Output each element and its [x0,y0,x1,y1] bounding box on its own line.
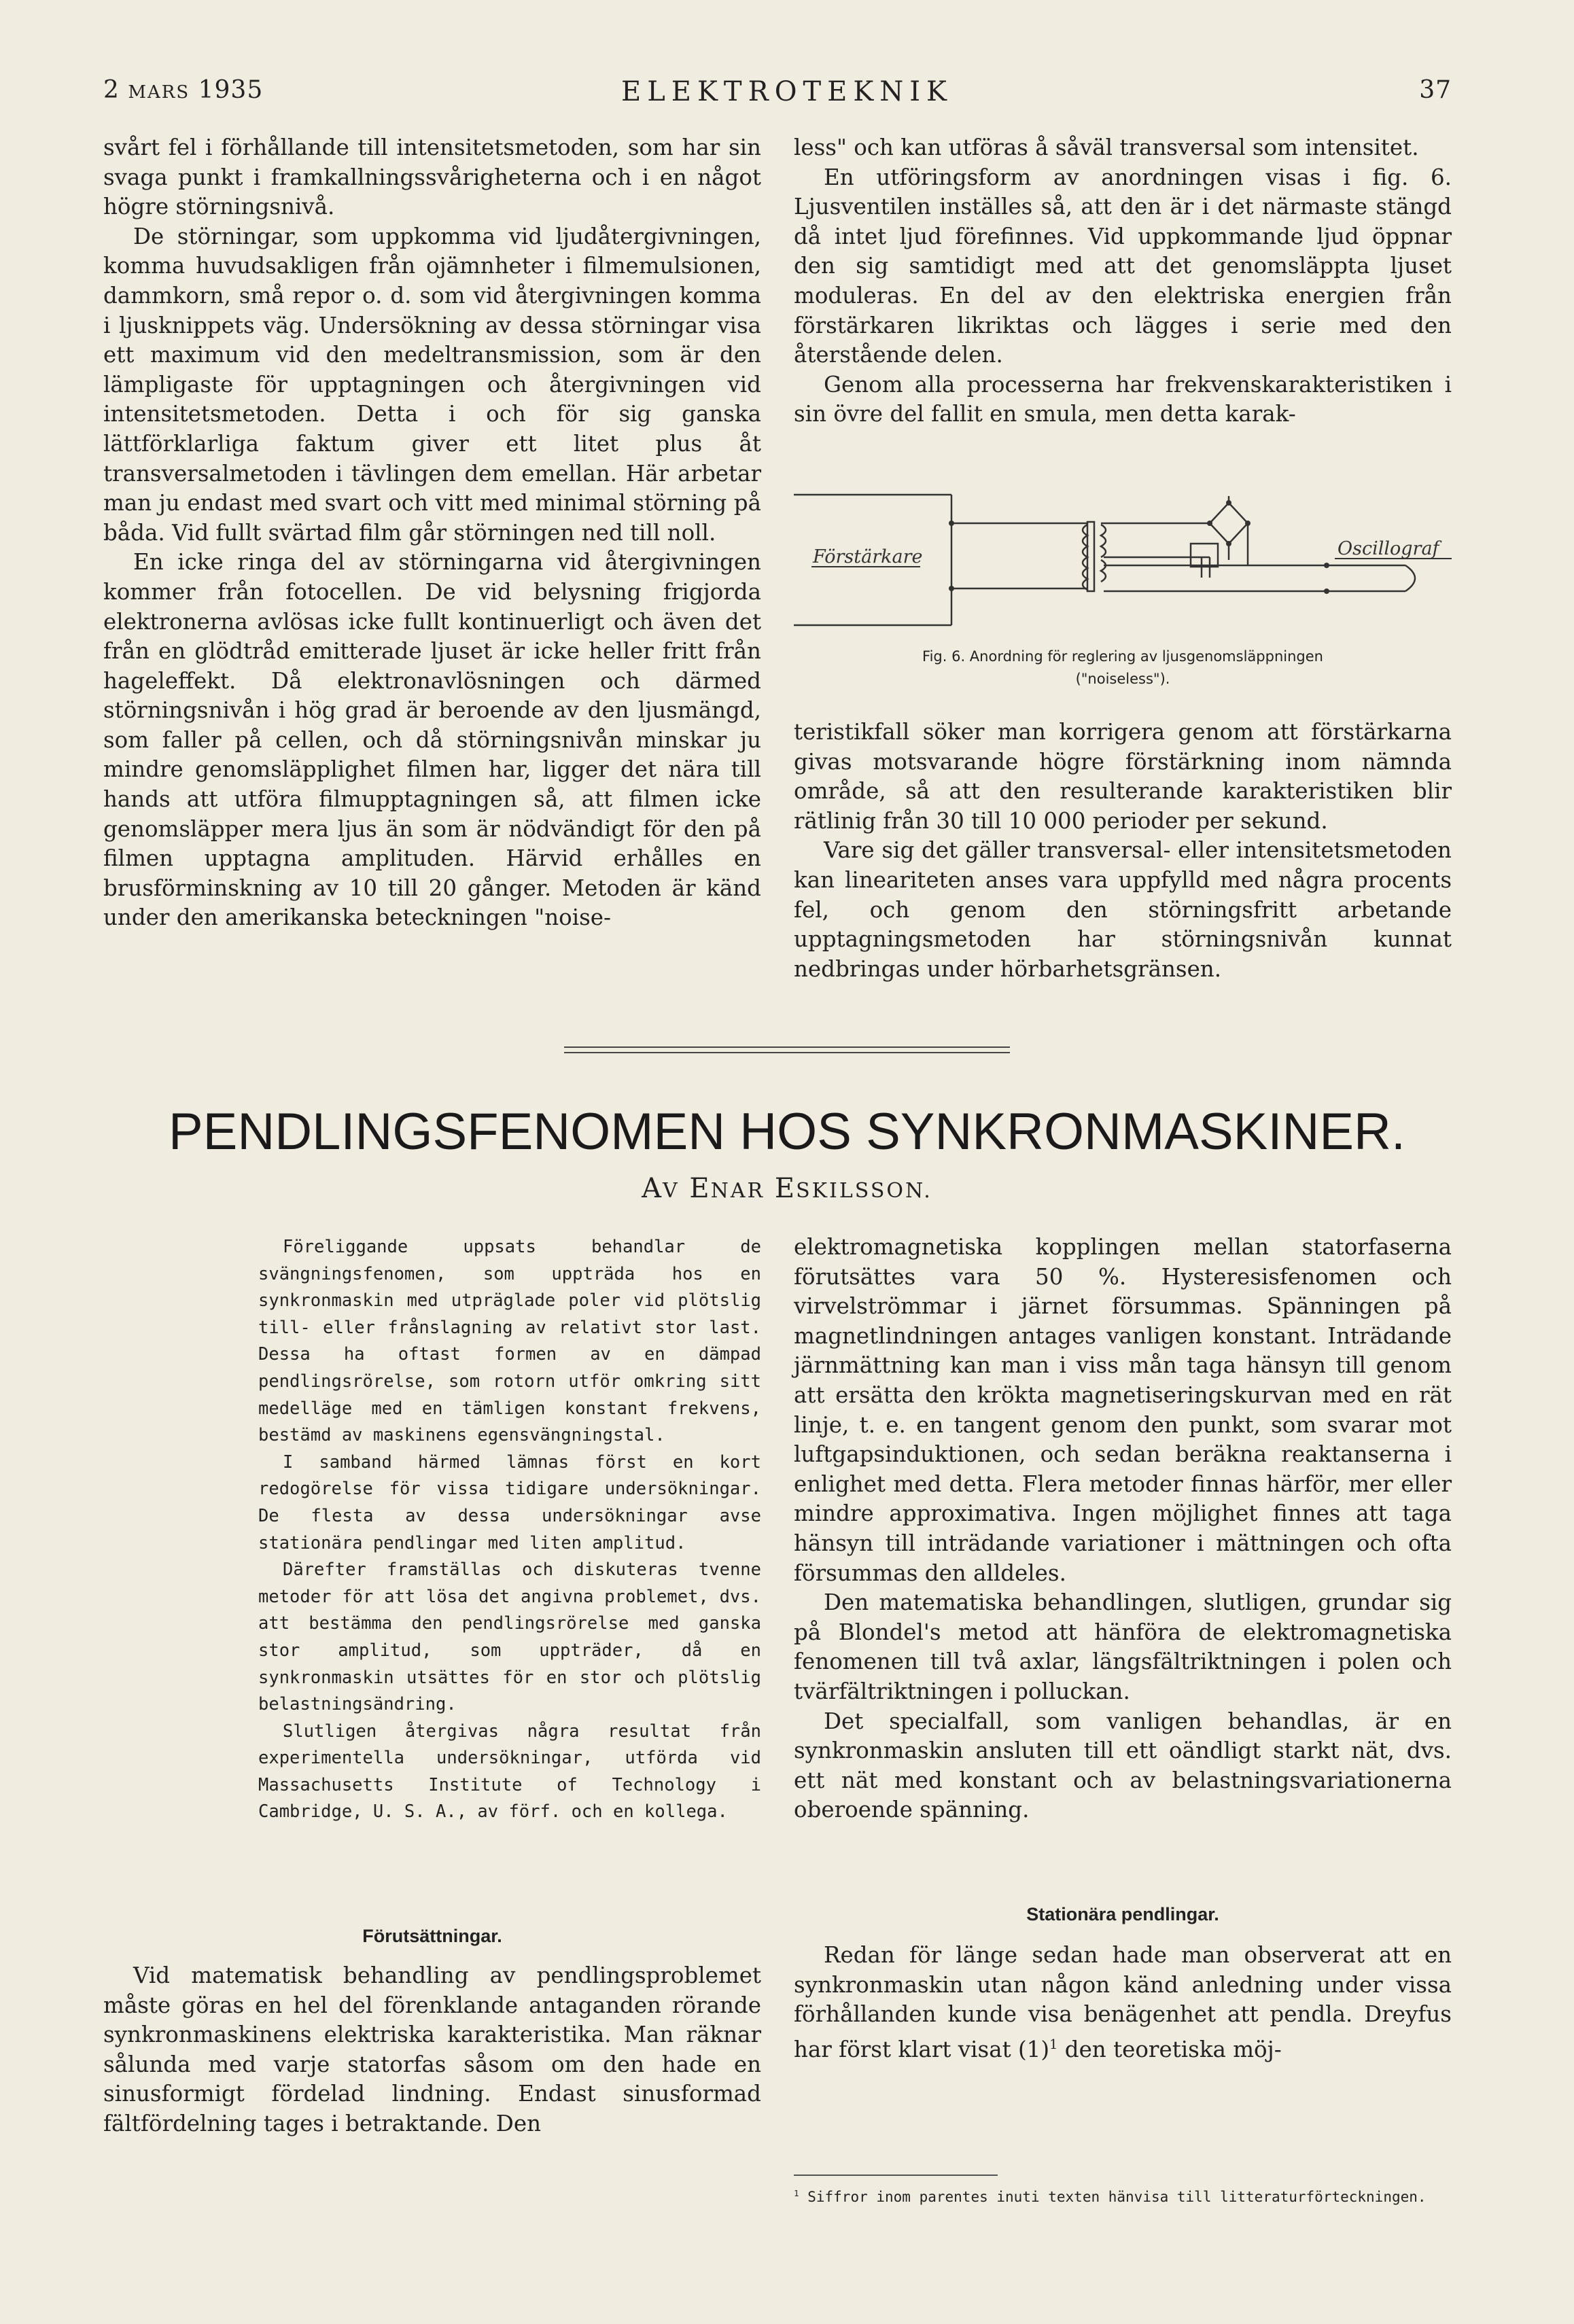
secondary-winding-2 [1101,560,1106,582]
oscillograph-label: Oscillograf [1337,538,1439,559]
paragraph: Vare sig det gäller transversal- eller intensitetsmetoden kan lineariteten anses vara uppfylld med några procents fel, och genom den störningsfritt arbetande upptagningsmetoden har störningsnivån kunnat nedbringas under hörbarhetsgränsen. [794,837,1452,982]
header-journal-title: ELEKTROTEKNIK [621,76,953,107]
paragraph: Vid matematisk behandling av pendlingsproblemet måste göras en hel del förenklande antaganden rörande synkronmaskinens elektriska karakteristika. Man räknar sålunda med varje statorfas såsom om den hade en sinusformigt fördelad lindning. Endast sinusformad fältfördelning tages i betraktande. Den [103,1962,761,2136]
divider-rule [564,1052,1010,1053]
abstract-paragraph: Slutligen återgivas några resultat från experimentella undersökningar, utförda vid Massachusetts Institute of Technology i Cambridge, U. S. A., av förf. och en kollega. [258,1721,761,1823]
paragraph: svårt fel i förhållande till intensitetsmetoden, som har sin svaga punkt i framkallningssvårigheterna och i en något högre störningsnivå. [103,135,761,220]
section-heading: Stationära pendlingar. [1026,1904,1219,1924]
oscillograph-loop [1405,565,1415,591]
paragraph: Redan för länge sedan hade man observerat att en synkronmaskin utan någon känd anledning under vissa förhållanden kunde visa benägenhet att pendla. Dreyfus har först klart visat $(1)^1$ den teoretiska möj- [794,1942,1452,2062]
divider-rule [564,1046,1010,1048]
abstract-paragraph: I samband härmed lämnas först en kort redogörelse för vissa tidigare undersökningar. De flesta av dessa undersökningar avse stationära pendlingar med liten amplitud. [258,1451,761,1553]
paragraph: teristikfall söker man korrigera genom att förstärkarna givas motsvarande högre förstärkning inom nämnda område, så att den resulterande karakteristiken blir rätlinig från 30 till 10 000 perioder per sekund. [794,719,1452,834]
paragraph: elektromagnetiska kopplingen mellan statorfaserna förutsättes vara 50 %. Hysteresisfenomen och virvelströmmar i järnet försummas. Spänningen på magnetlindningen antages vanligen konstant. Inträdande järnmättning kan man i viss mån taga hänsyn till genom att ersätta den krökta magnetiseringskurvan med en rät linje, t. e. en tangent genom den punkt, som svarar mot luftgapsinduktionen, och sedan beräkna reaktanserna i enlighet med detta. Flera metoder finnas härför, mer eller mindre approximativa. Ingen möjlighet finnes att taga hänsyn till inträdande variationer i mättningen och ofta försummas den alldeles. [794,1234,1452,1586]
article-title: PENDLINGSFENOMEN HOS SYNKRONMASKINER. [168,1103,1406,1161]
footnote-rule [794,2175,998,2176]
secondary-winding-1 [1101,525,1106,557]
paragraph: less" och kan utföras å såväl transversal som intensitet. [794,135,1419,160]
article-byline: AV ENAR ESKILSSON. [642,1173,932,1204]
amplifier-label: Förstärkare [813,546,923,567]
paragraph: En icke ringa del av störningarna vid återgivningen kommer från fotocellen. De vid belysning frigjorda elektronerna avlösas icke fullt kontinuerligt och även det från en glödtråd emitterade ljuset är icke heller fritt från hageleffekt. Då elektronavlösningen och därmed störningsnivån i hög grad är beroende av den ljusmängd, som faller på cellen, och då störningsnivån minskar ju mindre genomsläpplighet filmen har, ligger det nära till hands att utföra filmupptagningen så, att filmen icke genomsläpper mera ljus än som är nödvändigt för den på filmen upptagna amplituden. Härvid erhålles en brusförminskning av 10 till 20 gånger. Metoden är känd under den amerikanska beteckningen "noise- [103,549,761,931]
paragraph: Genom alla processerna har frekvenskarakteristiken i sin övre del fallit en smula, men detta karak- [794,371,1452,427]
abstract-paragraph: Föreliggande uppsats behandlar de svängningsfenomen, som uppträda hos en synkronmaskin med utpräglade poler vid plötslig till- eller frånslagning av relativt stor last. Dessa ha oftast formen av en dämpad pendlingsrörelse, som rotorn utför omkring sitt medelläge med en tämligen konstant frekvens, bestämd av maskinens egensvängningstal. [258,1237,761,1446]
transformer-core [1087,522,1094,591]
paragraph: De störningar, som uppkomma vid ljudåtergivningen, komma huvudsakligen från ojämnheter i filmemulsionen, dammkorn, små repor o. d. som vid återgivningen komma i ljusknippets väg. Undersökning av dessa störningar visa ett maximum vid den medeltransmission, som är den lämpligaste för upptagningen och återgivningen vid intensitetsmetoden. Detta i och för sig ganska lättförklarliga faktum giver ett litet plus åt transversalmetoden i tävlingen dem emellan. Här arbetar man ju endast med svart och vitt med minimal störning på båda. Vid fullt svärtad film går störningen ned till noll. [103,223,761,546]
paragraph: En utföringsform av anordningen visas i fig. 6. Ljusventilen inställes så, att den är i det närmaste stängd då intet ljud förefinnes. Vid uppkommande ljud öppnar den sig samtidigt med att det genomsläppta ljuset moduleras. En del av den elektriska energien från förstärkaren likriktas och lägges i serie med den återstående delen. [794,164,1452,368]
article-abstract [258,1234,761,1826]
right-column-bottom [794,1233,1452,1825]
rectifier-bridge [1210,503,1248,544]
primary-winding [1083,525,1087,590]
paragraph: Den matematiska behandlingen, slutligen, grundar sig på Blondel's metod att hänföra de elektromagnetiska fenomenen till två axlar, längsfältriktningen i polen och tvärfältriktningen i polluckan. [794,1589,1452,1704]
section-heading: Förutsättningar. [362,1926,502,1946]
right-column-top [794,133,1452,429]
left-column-bottom [103,1961,761,2139]
figure-caption [794,646,1452,690]
right-column-section2 [794,1941,1452,2064]
paragraph: Det specialfall, som vanligen behandlas, är en synkronmaskin ansluten till ett oändligt starkt nät, dvs. ett nät med konstant och av belastningsvariationerna oberoende spänning. [794,1708,1452,1823]
footnote-marker: 1 [1049,2036,1058,2052]
header-page-number: 37 [1419,76,1452,104]
right-column-middle [794,718,1452,984]
abstract-paragraph: Därefter framställas och diskuteras tvenne metoder för att lösa det angivna problemet, dvs. att bestämma den pendlingsrörelse med ganska stor amplitud, som uppträder, då en synkronmaskin utsättes för en stor och plötslig belastningsändring. [258,1560,761,1715]
footnote: $^1$ Siffror inom parentes inuti texten hänvisa till litteraturförteckningen. [794,2188,1427,2205]
caption-line: Fig. 6. Anordning för reglering av ljusgenomsläppningen [922,648,1323,665]
left-column-top [103,133,761,933]
caption-line: ("noiseless"). [1075,671,1170,687]
header-date: 2 MARS 1935 [103,76,264,104]
resistor [1191,544,1218,567]
figure-6-circuit-diagram [794,487,1452,643]
